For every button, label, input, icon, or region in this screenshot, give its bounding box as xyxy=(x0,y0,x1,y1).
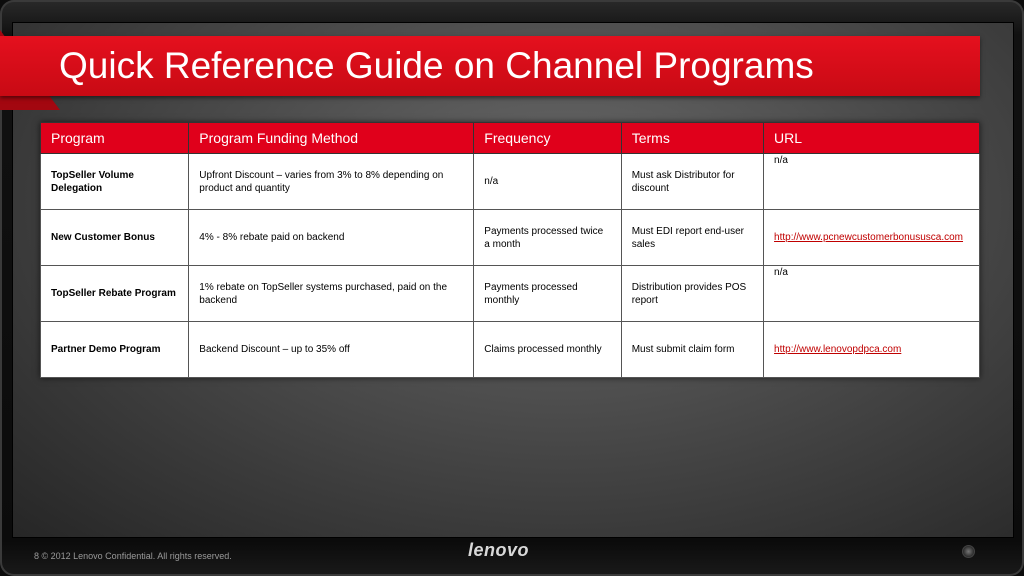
table-row xyxy=(41,322,980,378)
header-funding-method: Program Funding Method xyxy=(189,123,474,154)
cell-funding: Backend Discount – up to 35% off xyxy=(189,322,474,378)
url-link[interactable]: http://www.pcnewcustomerbonususca.com xyxy=(774,232,964,243)
header-program: Program xyxy=(41,123,189,154)
cell-funding: 1% rebate on TopSeller systems purchased, paid on the backend xyxy=(189,266,474,322)
cell-url: n/a xyxy=(764,266,980,322)
header-terms: Terms xyxy=(621,123,763,154)
cell-frequency: Payments processed twice a month xyxy=(474,210,621,266)
cell-frequency: Payments processed monthly xyxy=(474,266,621,322)
channel-programs-table xyxy=(40,122,980,378)
cell-terms: Must EDI report end-user sales xyxy=(621,210,763,266)
table-row xyxy=(41,210,980,266)
power-button-icon xyxy=(962,545,975,558)
url-link[interactable]: http://www.lenovopdpca.com xyxy=(774,344,902,355)
cell-funding: 4% - 8% rebate paid on backend xyxy=(189,210,474,266)
table-row xyxy=(41,154,980,210)
table-row xyxy=(41,266,980,322)
cell-terms: Distribution provides POS report xyxy=(621,266,763,322)
cell-frequency: n/a xyxy=(474,154,621,210)
cell-url: n/a xyxy=(764,154,980,210)
table-header-row xyxy=(41,123,980,154)
cell-terms: Must ask Distributor for discount xyxy=(621,154,763,210)
cell-url xyxy=(764,322,980,378)
cell-terms: Must submit claim form xyxy=(621,322,763,378)
cell-url xyxy=(764,210,980,266)
cell-program: TopSeller Rebate Program xyxy=(41,266,189,322)
slide-title: Quick Reference Guide on Channel Programs xyxy=(59,45,814,86)
lenovo-logo: lenovo xyxy=(468,540,530,560)
header-frequency: Frequency xyxy=(474,123,621,154)
header-url: URL xyxy=(764,123,980,154)
cell-program: TopSeller Volume Delegation xyxy=(41,154,189,210)
cell-funding: Upfront Discount – varies from 3% to 8% depending on product and quantity xyxy=(189,154,474,210)
cell-program: New Customer Bonus xyxy=(41,210,189,266)
cell-frequency: Claims processed monthly xyxy=(474,322,621,378)
footer-copyright: 8 © 2012 Lenovo Confidential. All rights reserved. xyxy=(34,551,232,561)
cell-program: Partner Demo Program xyxy=(41,322,189,378)
